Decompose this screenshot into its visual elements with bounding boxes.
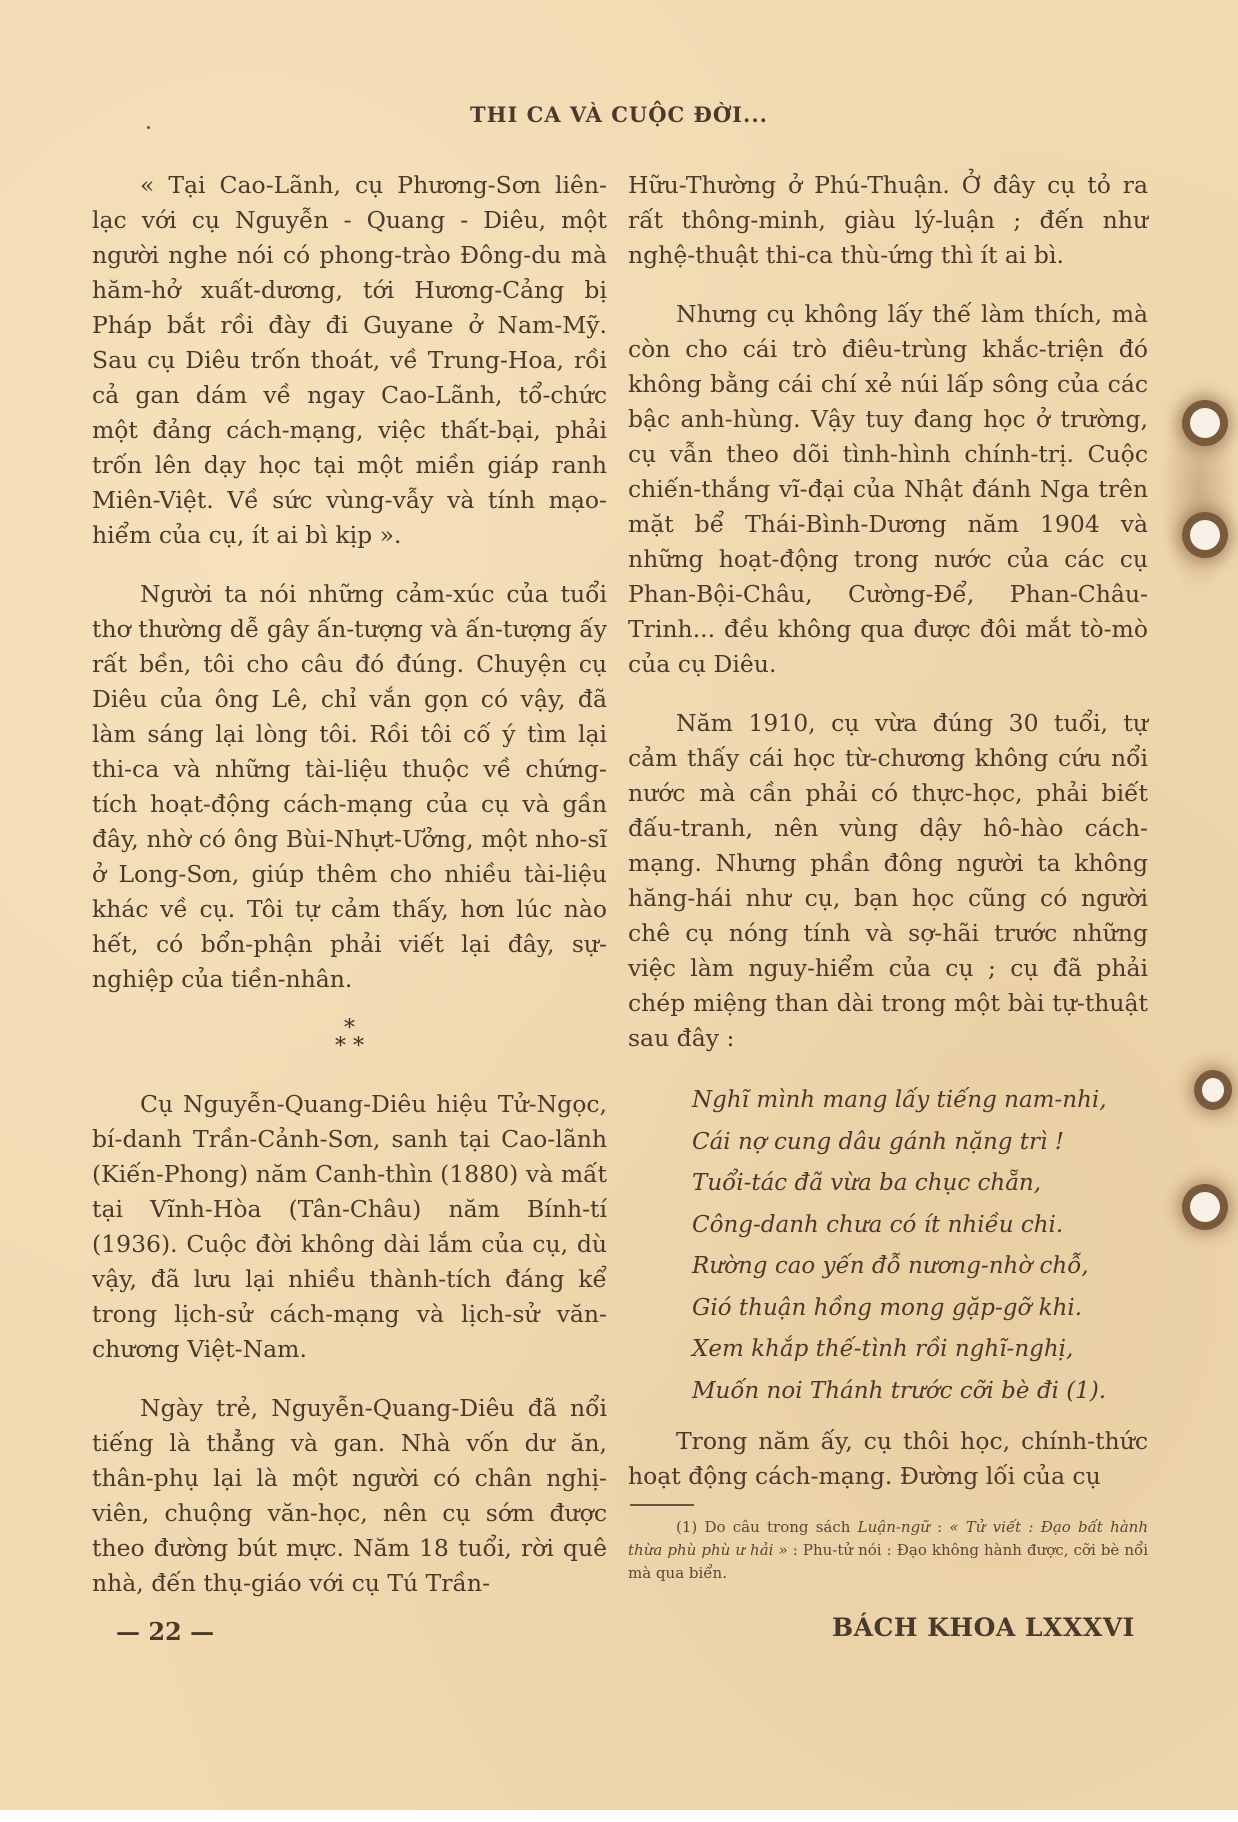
paragraph: Cụ Nguyễn-Quang-Diêu hiệu Tử-Ngọc, bí-danh Trần-Cảnh-Sơn, sanh tại Cao-lãnh (Kiến-Phong) năm Canh-thìn (1880) và mất tại Vĩnh-Hòa (Tân-Châu) năm Bính-tí (1936). Cuộc đời không dài lắm của cụ, dù vậy, đã lưu lại nhiều thành-tích đáng kể trong lịch-sử cách-mạng và lịch-sử văn-chương Việt-Nam. bbox=[92, 1090, 607, 1363]
running-header: THI CA VÀ CUỘC ĐỜI... bbox=[470, 102, 768, 127]
page-number: — 22 — bbox=[116, 1617, 215, 1646]
poem bbox=[692, 1080, 1148, 1412]
poem-line: Gió thuận hồng mong gặp-gỡ khi. bbox=[692, 1294, 1083, 1321]
poem-line: Nghĩ mình mang lấy tiếng nam-nhi, bbox=[692, 1087, 1107, 1113]
footnote bbox=[628, 1516, 1148, 1585]
punch-hole bbox=[1190, 520, 1220, 550]
left-column bbox=[92, 168, 607, 1625]
punch-hole bbox=[1190, 1192, 1220, 1222]
paragraph: Ngày trẻ, Nguyễn-Quang-Diêu đã nổi tiếng là thẳng và gan. Nhà vốn dư ăn, thân-phụ lại là một người có chân nghị-viên, chuộng văn-học, nên cụ sớm được theo đường bút mực. Năm 18 tuổi, rời quê nhà, đến thụ-giáo với cụ Tú Trần- bbox=[92, 1394, 607, 1597]
footnote-suffix: : Phu-tử nói : Đạo không hành được, cỡi bè nổi mà qua biển. bbox=[628, 1541, 1148, 1582]
section-separator bbox=[92, 1016, 607, 1059]
scan-border bbox=[0, 1810, 1238, 1822]
punch-hole bbox=[1190, 408, 1220, 438]
separator-star: * bbox=[344, 1016, 355, 1041]
punch-hole bbox=[1202, 1078, 1224, 1102]
footnote-divider bbox=[630, 1504, 694, 1506]
poem-line: Xem khắp thế-tình rồi nghĩ-nghị, bbox=[692, 1336, 1074, 1362]
poem-line: Muốn noi Thánh trước cỡi bè đi (1). bbox=[692, 1377, 1107, 1404]
footnote-book: Luận-ngữ bbox=[857, 1518, 930, 1536]
print-speck bbox=[147, 126, 150, 129]
paragraph: Hữu-Thường ở Phú-Thuận. Ở đây cụ tỏ ra rất thông-minh, giàu lý-luận ; đến như nghệ-thuật thi-ca thù-ứng thì ít ai bì. bbox=[628, 171, 1148, 269]
poem-line: Công-danh chưa có ít nhiều chi. bbox=[692, 1211, 1064, 1238]
separator-stars: * * bbox=[335, 1034, 364, 1059]
footnote-quote: « Tử viết : Đạo bất hành thừa phù phù ư hải » bbox=[628, 1518, 1148, 1559]
poem-line: Cái nợ cung dâu gánh nặng trì ! bbox=[692, 1128, 1064, 1155]
paragraph: Trong năm ấy, cụ thôi học, chính-thức hoạt động cách-mạng. Đường lối của cụ bbox=[628, 1427, 1148, 1490]
paragraph: Nhưng cụ không lấy thế làm thích, mà còn cho cái trò điêu-trùng khắc-triện đó không bằng cái chí xẻ núi lấp sông của các bậc anh-hùng. Vậy tuy đang học ở trường, cụ vẫn theo dõi tình-hình chính-trị. Cuộc chiến-thắng vĩ-đại của Nhật đánh Nga trên mặt bể Thái-Bình-Dương năm 1904 và những hoạt-động trong nước của các cụ Phan-Bội-Châu, Cường-Để, Phan-Châu-Trinh... đều không qua được đôi mắt tò-mò của cụ Diêu. bbox=[628, 300, 1148, 678]
poem-line: Tuổi-tác đã vừa ba chục chẵn, bbox=[692, 1170, 1042, 1196]
right-column bbox=[628, 168, 1148, 1609]
footnote-middle: : bbox=[929, 1518, 950, 1536]
footnote-prefix: (1) Do câu trong sách bbox=[676, 1518, 858, 1536]
magazine-title: BÁCH KHOA LXXXVI bbox=[832, 1613, 1135, 1642]
paragraph: « Tại Cao-Lãnh, cụ Phương-Sơn liên-lạc với cụ Nguyễn - Quang - Diêu, một người nghe nói có phong-trào Đông-du mà hăm-hở xuất-dương, tới Hương-Cảng bị Pháp bắt rồi đày đi Guyane ở Nam-Mỹ. Sau cụ Diêu trốn thoát, về Trung-Hoa, rồi cả gan dám về ngay Cao-Lãnh, tổ-chức một đảng cách-mạng, việc thất-bại, phải trốn lên dạy học tại một miền giáp ranh Miên-Việt. Về sức vùng-vẫy và tính mạo-hiểm của cụ, ít ai bì kịp ». bbox=[92, 171, 607, 549]
paragraph: Năm 1910, cụ vừa đúng 30 tuổi, tự cảm thấy cái học từ-chương không cứu nổi nước mà cần phải có thực-học, phải biết đấu-tranh, nên vùng dậy hô-hào cách-mạng. Nhưng phần đông người ta không hăng-hái như cụ, bạn học cũng có người chê cụ nóng tính và sợ-hãi trước những việc làm nguy-hiểm của cụ ; cụ đã phải chép miệng than dài trong một bài tự-thuật sau đây : bbox=[628, 709, 1148, 1052]
paragraph: Người ta nói những cảm-xúc của tuổi thơ thường dễ gây ấn-tượng và ấn-tượng ấy rất bền, tôi cho câu đó đúng. Chuyện cụ Diêu của ông Lê, chỉ vắn gọn có vậy, đã làm sáng lại lòng tôi. Rồi tôi cố ý tìm lại thi-ca và những tài-liệu thuộc về chứng-tích hoạt-động cách-mạng của cụ và gần đây, nhờ có ông Bùi-Nhựt-Ưởng, một nho-sĩ ở Long-Sơn, giúp thêm cho nhiều tài-liệu khác về cụ. Tôi tự cảm thấy, hơn lúc nào hết, có bổn-phận phải viết lại đây, sự-nghiệp của tiền-nhân. bbox=[92, 580, 607, 993]
poem-line: Rường cao yến đỗ nương-nhờ chỗ, bbox=[692, 1253, 1089, 1279]
